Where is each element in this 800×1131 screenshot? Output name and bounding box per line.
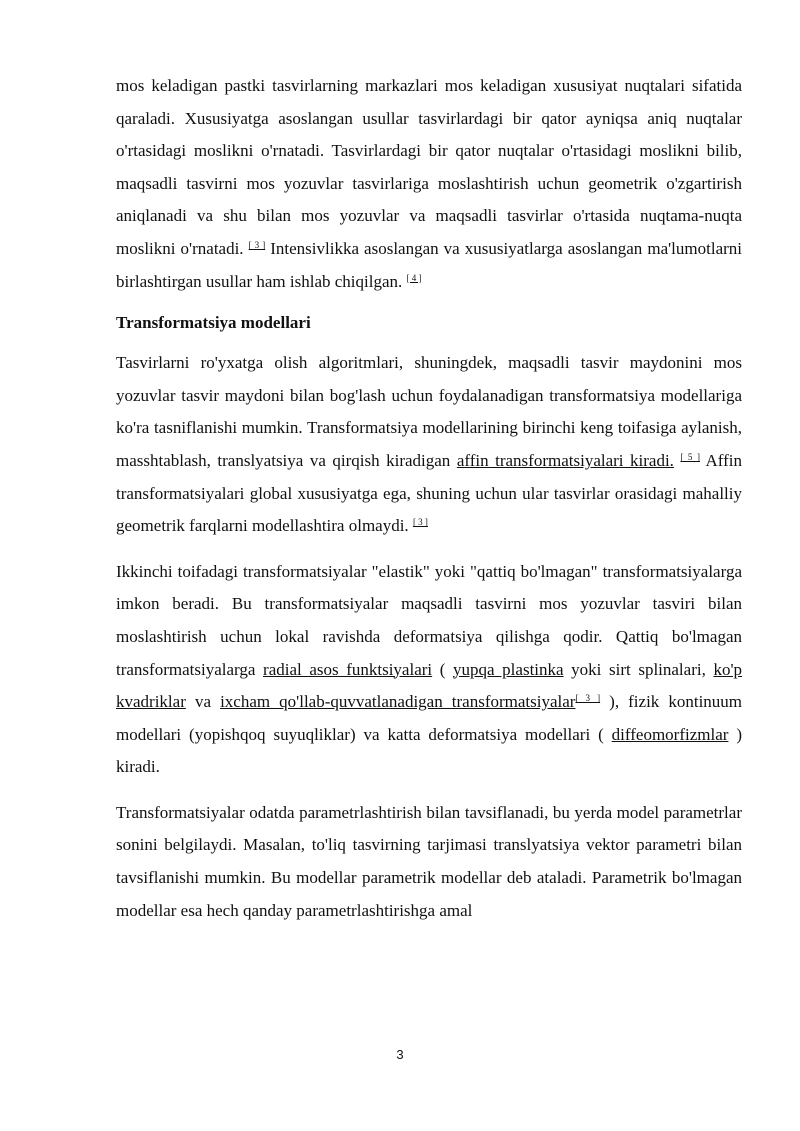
citation-ref[interactable]: [ 3 ] [248, 239, 266, 250]
citation-ref[interactable]: [ 3 ] [575, 693, 601, 704]
paragraph-feature-based-methods [116, 70, 742, 298]
multiquadrics-link[interactable]: ko'p kvadriklar [116, 659, 743, 712]
affine-transformations-link[interactable]: affin transformatsiyalari kiradi. [456, 450, 674, 470]
citation-ref[interactable]: [ 3 ] [412, 517, 428, 528]
paragraph-elastic-transformations [116, 556, 742, 784]
compactly-supported-transformations-link[interactable]: ixcham qo'llab-quvvatlanadigan transformatsiyalar [220, 692, 576, 712]
paragraph-text: ( [439, 659, 446, 679]
paragraph-parametric-models [116, 797, 742, 927]
radial-basis-functions-link[interactable]: radial asos funktsiyalari [263, 659, 433, 679]
paragraph-text: Tasvirlarni ro'yxatga olish algoritmlari, shuningdek, maqsadli tasvir maydonini mos yozuvlar tasvir maydoni bilan bog'lash uchun foydalanadigan transformatsiya modellariga ko'ra tasniflanishi mumkin. Transformatsiya modellarining birinchi keng toifasiga aylanish, masshtablash, translyatsiya va qirqish kiradigan [116, 353, 742, 470]
citation-ref[interactable]: [ 4 ] [406, 272, 422, 283]
document-page [116, 70, 742, 940]
thin-plate-link[interactable]: yupqa plastinka [453, 659, 564, 679]
paragraph-transformation-models [116, 347, 742, 543]
paragraph-text: Transformatsiyalar odatda parametrlashtirish bilan tavsiflanadi, bu yerda model parametrlar sonini belgilaydi. Masalan, to'liq tasvirning tarjimasi translyatsiya vektor parametri bilan tavsiflanishi mumkin. Bu modellar parametrik modellar deb ataladi. Parametrik bo'lmagan modellar esa hech qanday parametrlashtirishga amal [116, 802, 742, 920]
diffeomorphisms-link[interactable]: diffeomorfizmlar [611, 724, 729, 744]
paragraph-text: Affin transformatsiyalari global xususiyatga ega, shuning uchun ular tasvirlar orasidagi mahalliy geometrik farqlarni modellashtira olmaydi. [116, 450, 743, 536]
paragraph-text: yoki sirt splinalari, [571, 659, 706, 679]
paragraph-text: va [194, 692, 211, 712]
page-number: 3 [396, 1047, 404, 1062]
paragraph-text: ), fizik kontinuum modellari (yopishqoq suyuqliklar) va katta deformatsiya modellari ( [116, 692, 743, 744]
section-heading: Transformatsiya modellari [116, 313, 311, 333]
paragraph-text: ) kiradi. [116, 724, 742, 777]
paragraph-text: mos keladigan pastki tasvirlarning markazlari mos keladigan xususiyat nuqtalari sifatida qaraladi. Xususiyatga asoslangan usullar tasvirlardagi bir qator ayniqsa aniq nuqtalar o'rtasidagi moslikni o'rnatadi. Tasvirlardagi bir qator nuqtalar o'rtasidagi moslikni bilib, maqsadli tasvirni mos yozuvlar tasvirlariga moslashtirish uchun geometrik o'zgartirish aniqlanadi va shu bilan mos yozuvlar va maqsadli tasvirlar o'rtasida nuqtama-nuqta moslikni o'rnatadi. [116, 76, 742, 258]
citation-ref[interactable]: [ 5 ] [680, 451, 700, 462]
paragraph-text: Intensivlikka asoslangan va xususiyatlarga asoslangan ma'lumotlarni birlashtirgan usullar ham ishlab chiqilgan. [116, 238, 742, 291]
paragraph-text: Ikkinchi toifadagi transformatsiyalar "elastik" yoki "qattiq bo'lmagan" transformatsiyalarga imkon beradi. Bu transformatsiyalar maqsadli tasvirni mos yozuvlar tasviri bilan moslashtirish uchun lokal ravishda deformatsiya qilishga qodir. Qattiq bo'lmagan transformatsiyalarga [116, 561, 742, 679]
